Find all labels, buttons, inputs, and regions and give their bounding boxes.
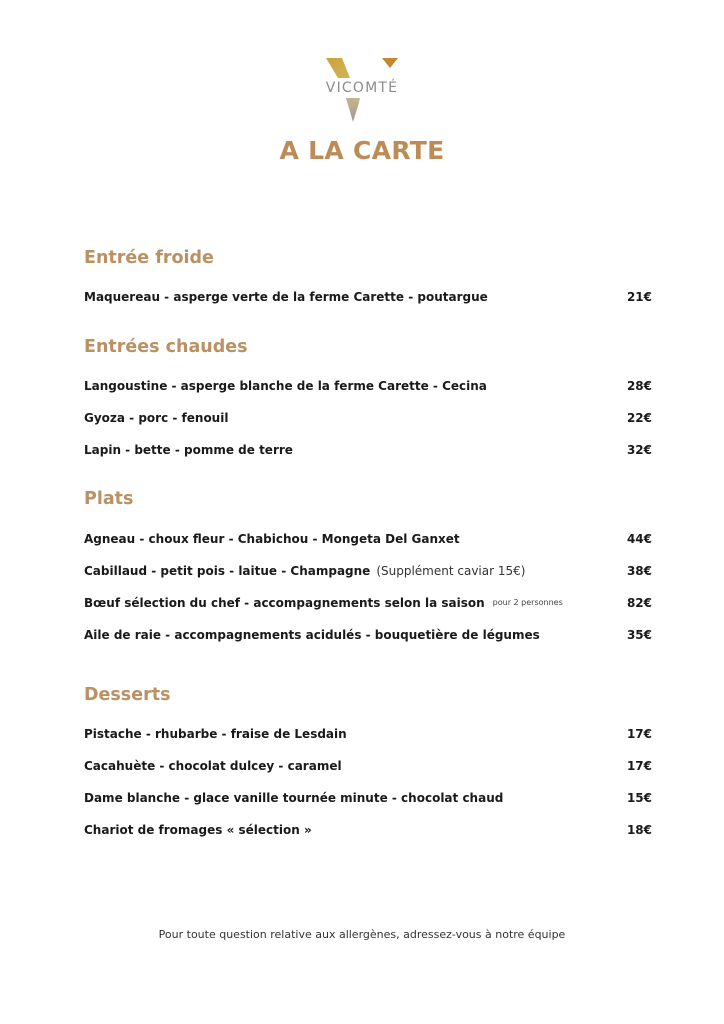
item-price: 38€ — [626, 564, 652, 578]
section-title-entrees-chaudes: Entrées chaudes — [84, 337, 248, 357]
item-price: 35€ — [626, 628, 652, 642]
menu-item — [84, 411, 652, 429]
item-name: Cabillaud - petit pois - laitue - Champagne — [84, 564, 371, 578]
item-name-wrap — [84, 564, 525, 578]
item-name: Maquereau - asperge verte de la ferme Carette - poutargue — [84, 290, 488, 304]
vicomte-logo — [312, 56, 412, 128]
menu-item — [84, 290, 652, 308]
item-note: pour 2 personnes — [492, 598, 563, 607]
item-price: 32€ — [626, 443, 652, 457]
allergen-footer-note: Pour toute question relative aux allergènes, adressez-vous à notre équipe — [158, 928, 566, 941]
item-name-wrap — [84, 596, 563, 610]
menu-item — [84, 823, 652, 841]
item-price: 17€ — [626, 727, 652, 741]
item-price: 17€ — [626, 759, 652, 773]
item-name: Chariot de fromages « sélection » — [84, 823, 312, 837]
item-price: 82€ — [626, 596, 652, 610]
item-note: (Supplément caviar 15€) — [376, 564, 526, 578]
item-name: Dame blanche - glace vanille tournée minute - chocolat chaud — [84, 791, 504, 805]
section-title-desserts: Desserts — [84, 685, 171, 705]
menu-item — [84, 727, 652, 745]
section-title-plats: Plats — [84, 489, 134, 509]
menu-item — [84, 564, 652, 582]
item-price: 44€ — [626, 532, 652, 546]
menu-item — [84, 596, 652, 614]
item-price: 21€ — [626, 290, 652, 304]
item-price: 15€ — [626, 791, 652, 805]
item-name: Pistache - rhubarbe - fraise de Lesdain — [84, 727, 347, 741]
item-name: Gyoza - porc - fenouil — [84, 411, 229, 425]
menu-item — [84, 759, 652, 777]
menu-item — [84, 443, 652, 461]
item-name: Langoustine - asperge blanche de la ferme Carette - Cecina — [84, 379, 487, 393]
item-price: 22€ — [626, 411, 652, 425]
item-name: Cacahuète - chocolat dulcey - caramel — [84, 759, 342, 773]
menu-item — [84, 791, 652, 809]
menu-item — [84, 379, 652, 397]
item-name: Bœuf sélection du chef - accompagnements selon la saison — [84, 596, 485, 610]
item-price: 18€ — [626, 823, 652, 837]
item-name: Agneau - choux fleur - Chabichou - Mongeta Del Ganxet — [84, 532, 460, 546]
menu-item — [84, 532, 652, 550]
section-title-entree-froide: Entrée froide — [84, 248, 214, 268]
menu-item — [84, 628, 652, 646]
item-name: Aile de raie - accompagnements acidulés - bouquetière de légumes — [84, 628, 540, 642]
page-title: A LA CARTE — [279, 136, 445, 165]
item-name: Lapin - bette - pomme de terre — [84, 443, 293, 457]
item-price: 28€ — [626, 379, 652, 393]
logo-text: VICOMTÉ — [325, 80, 399, 96]
